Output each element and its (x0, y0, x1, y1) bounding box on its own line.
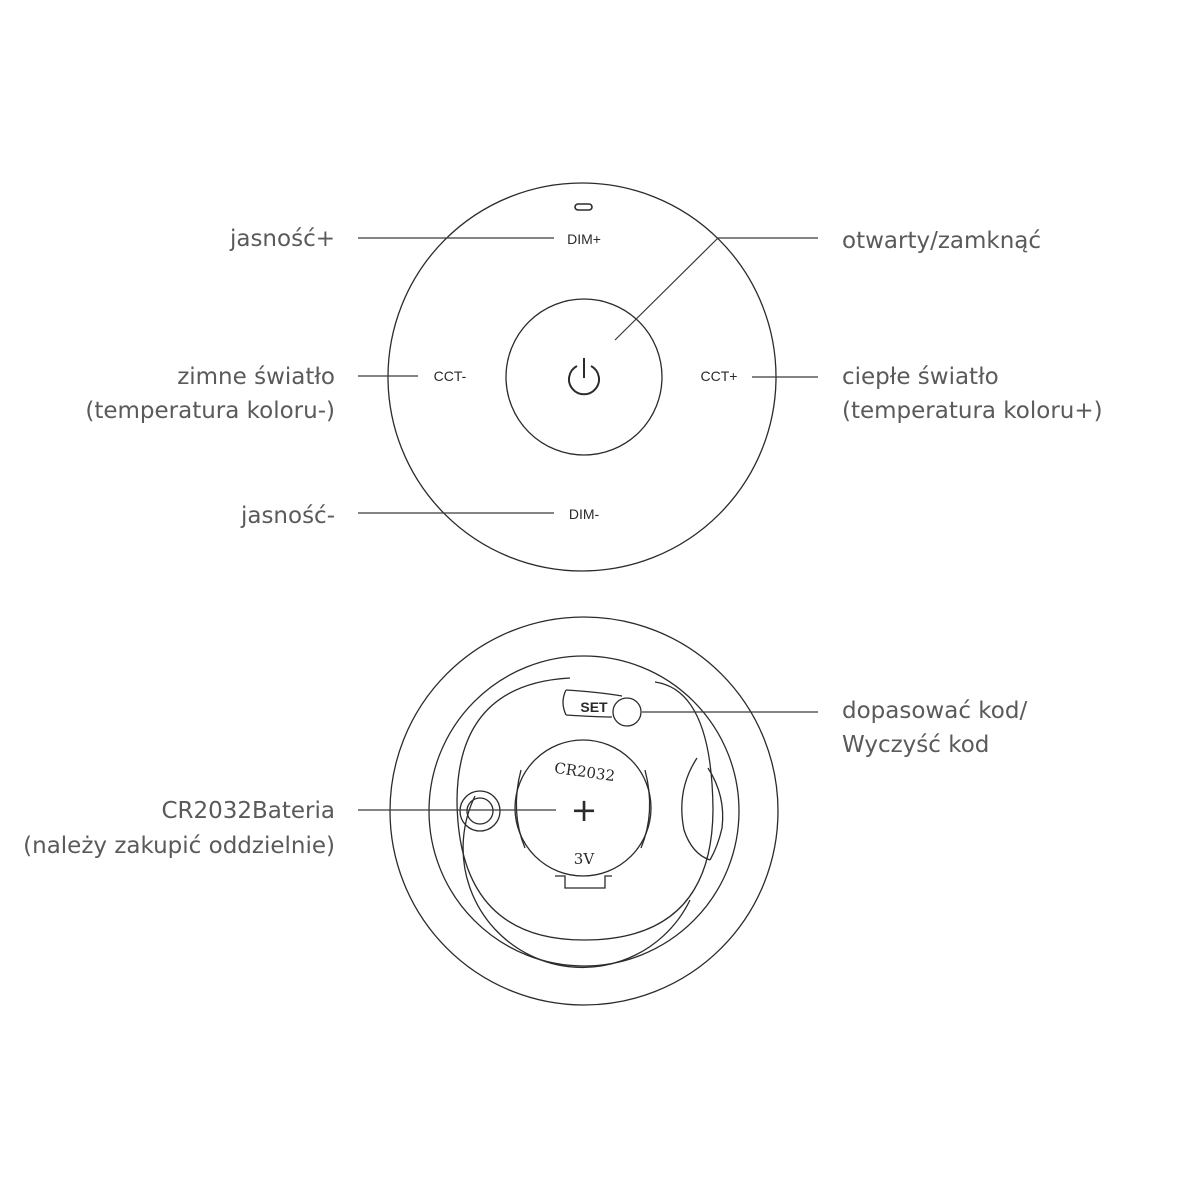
front-view (85, 183, 1102, 571)
screw-hole-inner (467, 798, 493, 824)
callout-set-line2: Wyczyść kod (842, 732, 990, 758)
callout-warm-light-line2: (temperatura koloru+) (842, 398, 1103, 424)
cct-plus-button[interactable]: CCT+ (700, 368, 738, 384)
callout-cold-light-line2: (temperatura koloru-) (85, 398, 335, 424)
callout-battery-line1: CR2032Bateria (161, 798, 335, 824)
callout-brightness-up: jasność+ (229, 226, 335, 252)
battery-voltage-label: 3V (573, 850, 595, 868)
callout-set-line1: dopasować kod/ (842, 698, 1028, 724)
callout-warm-light-line1: ciepłe światło (842, 364, 999, 390)
set-button[interactable] (613, 698, 641, 726)
battery-model-label: CR2032 (553, 758, 617, 786)
dim-plus-button[interactable]: DIM+ (567, 231, 601, 247)
callout-battery-line2: (należy zakupić oddzielnie) (23, 833, 335, 859)
usb-c-port-icon (575, 204, 592, 210)
side-clip (682, 758, 710, 860)
callout-brightness-down: jasność- (240, 503, 335, 529)
screw-hole (460, 791, 500, 831)
back-view (23, 617, 1027, 1005)
cct-minus-button[interactable]: CCT- (433, 368, 467, 384)
leader-power (615, 238, 818, 340)
callout-power: otwarty/zamknąć (842, 228, 1042, 254)
dim-minus-button[interactable]: DIM- (568, 506, 600, 522)
callout-cold-light-line1: zimne światło (177, 364, 335, 390)
set-label: SET (580, 699, 608, 715)
power-icon (569, 358, 599, 394)
battery-tab (555, 876, 612, 888)
battery-plus-icon: + (570, 791, 598, 829)
